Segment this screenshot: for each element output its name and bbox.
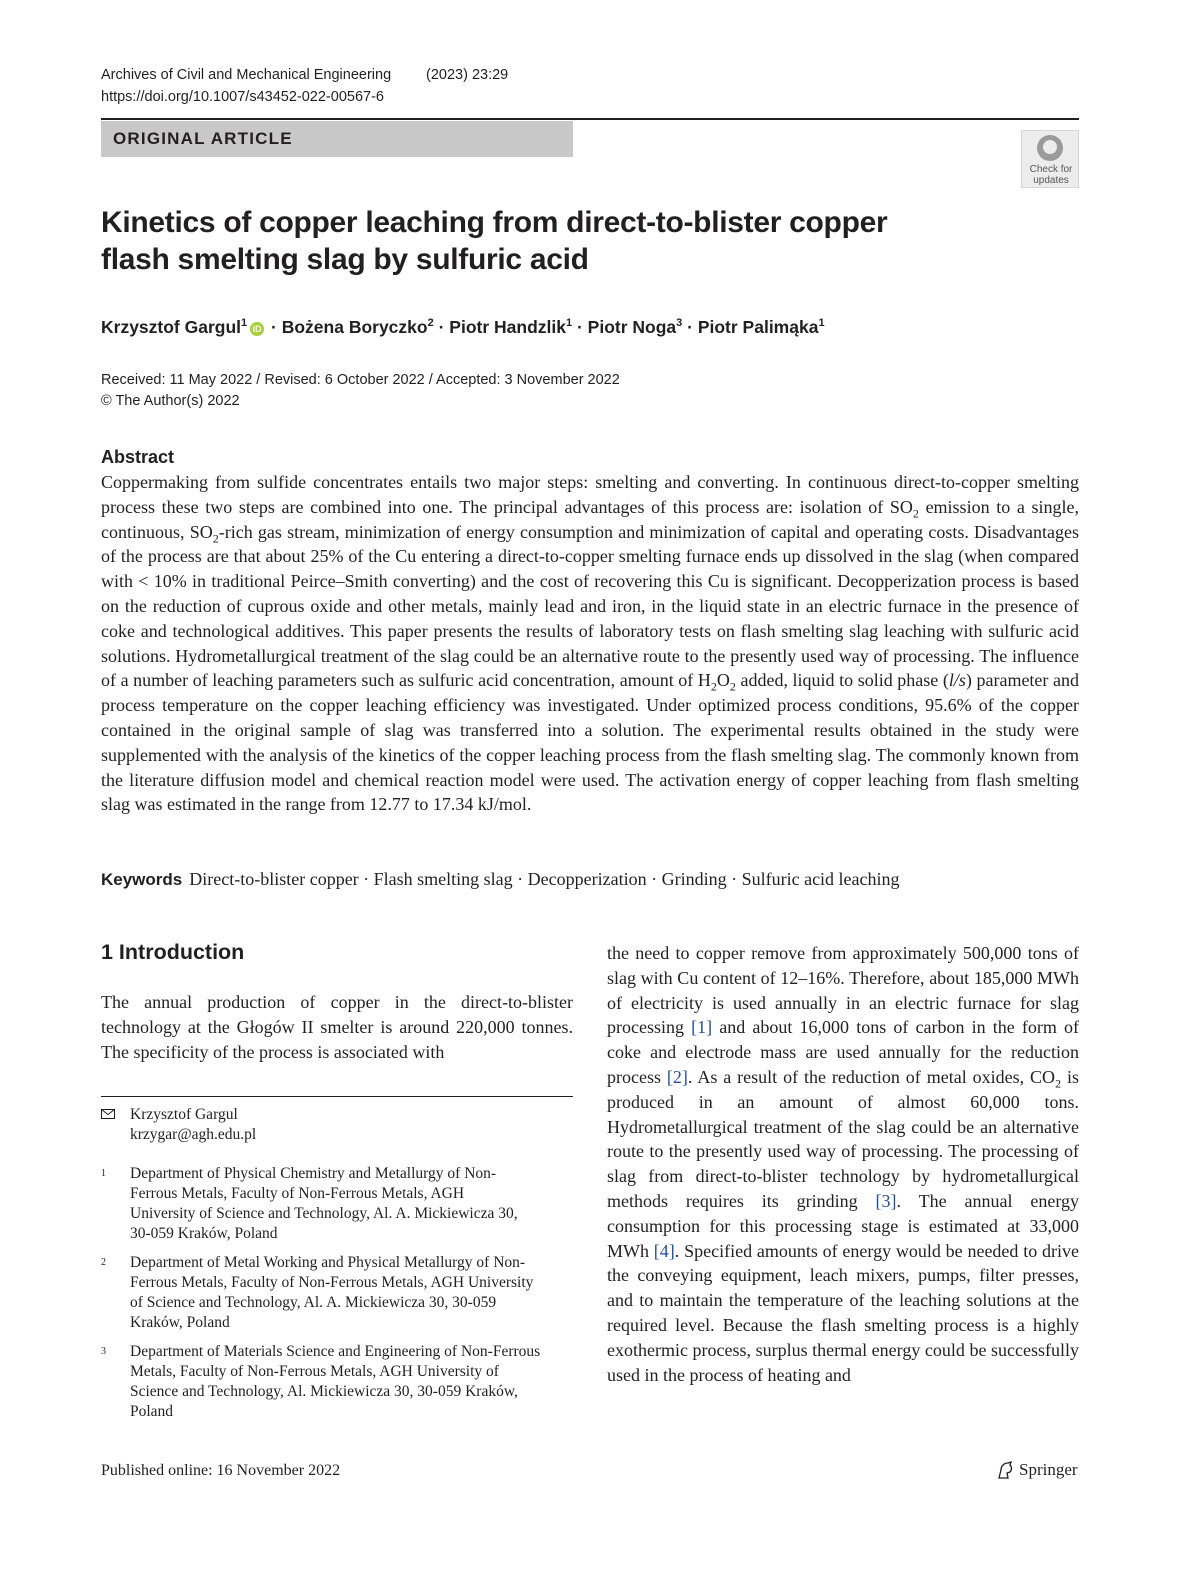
keywords — [101, 867, 900, 892]
intro-paragraph-left: The annual production of copper in the direct-to-blister technology at the Głogów II smelter is around 220,000 tonnes. The specificity of the process is associated with — [101, 992, 573, 1062]
article-title: Kinetics of copper leaching from direct-to-blister copper flash smelting slag by sulfuric acid — [101, 206, 888, 276]
envelope-icon — [101, 1109, 115, 1119]
author-name[interactable]: Bożena Boryczko — [281, 316, 428, 337]
published-online-date: Published online: 16 November 2022 — [101, 1462, 341, 1479]
crossmark-icon — [1037, 135, 1063, 161]
intro-paragraph-right: the need to copper remove from approximately 500,000 tons of slag with Cu content of 12–16%. Therefore, about 185,000 MWh of electricity is used annually in an electric furnace for slag processing [1] and about 16,000 tons of carbon in the form of coke and electrode mass are used annually for the reduction process [2]. As a result of the reduction of metal oxides, $CO_2$ is produced in an amount of almost 60,000 tons. Hydrometallurgical treatment of the slag could be an alternative route to the presently used way of processing. The processing of slag from direct-to-blister technology by hydrometallurgical methods requires its grinding [3]. The annual energy consumption for this processing stage is estimated at 33,000 MWh [4]. Specified amounts of energy would be needed to drive the conveying equipment, leach mixers, pumps, filter presses, and to maintain the temperature of the leaching solutions at the required level. Because the flash smelting process is a highly exothermic process, surplus thermal energy could be successfully used in the process of heating and — [607, 943, 1080, 1385]
abstract-body: Coppermaking from sulfide concentrates entails two major steps: smelting and converting. In continuous direct-to-copper smelting process these two steps are combined into one. The principal advantages of this process are: isolation of $SO_2$ emission to a single, continuous, $SO_2$-rich gas stream, minimization of energy consumption and minimization of capital and operating costs. Disadvantages of the process are that about 25% of the Cu entering a direct-to-copper smelting furnace ends up dissolved in the slag (when compared with < 10% in traditional Peirce–Smith converting) and the cost of recovering this Cu is significant. Decopperization process is based on the reduction of cuprous oxide and other metals, mainly lead and iron, in the liquid state in an electric furnace in the presence of coke and technological additives. This paper presents the results of laboratory tests on flash smelting slag leaching with sulfuric acid solutions. Hydrometallurgical treatment of the slag could be an alternative route to the presently used way of processing. The influence of a number of leaching parameters such as sulfuric acid concentration, amount of $H_2O_2$ added, liquid to solid phase (l/s) parameter and process temperature on the copper leaching efficiency was investigated. Under optimized process conditions, 95.6% of the copper contained in the original sample of slag was transferred into a solution. The experimental results obtained in the study were supplemented with the analysis of the kinetics of the copper leaching process from the flash smelting slag. The commonly known from the literature diffusion model and chemical reaction model were used. The activation energy of copper leaching from flash smelting slag was estimated in the range from 12.77 to 17.34 kJ/mol. — [101, 472, 1079, 815]
author-name[interactable]: Krzysztof Gargul — [101, 316, 242, 337]
affiliation-3: 3 Department of Materials Science and Engineering of Non-Ferrous Metals, Faculty of Non-Ferrous Metals, AGH University of Science and Technology, Al. Mickiewicza 30, 30-059 Kraków, Poland — [101, 1343, 541, 1420]
check-for-updates-badge[interactable]: Check for updates — [1021, 130, 1079, 188]
citation-link[interactable]: [3] — [875, 1190, 897, 1211]
affiliation-2: 2 Department of Metal Working and Physical Metallurgy of Non-Ferrous Metals, Faculty of Non-Ferrous Metals, AGH University of Science and Technology, Al. A. Mickiewicza 30, 30-059 Kraków, Poland — [101, 1254, 534, 1331]
section-heading-introduction: 1 Introduction — [101, 940, 245, 964]
abstract-heading: Abstract — [101, 447, 175, 467]
article-type-banner — [101, 121, 573, 157]
springer-horse-icon — [995, 1460, 1015, 1480]
author-list: Krzysztof Gargul$^1$ iD · Bożena Boryczko$^2$ · Piotr Handzlik$^1$ · Piotr Noga$^3$ · Piotr Palimąka$^1$ — [101, 316, 825, 337]
author-name[interactable]: Piotr Handzlik — [449, 316, 566, 337]
citation-link[interactable]: [2] — [666, 1066, 688, 1087]
journal-name: Archives of Civil and Mechanical Engineering (2023) 23:29 — [101, 64, 391, 86]
header-rule — [101, 118, 1079, 120]
citation-link[interactable]: [4] — [653, 1240, 675, 1261]
copyright: © The Author(s) 2022 — [101, 393, 240, 409]
corresponding-author-note — [101, 1105, 573, 1145]
article-dates: Received: 11 May 2022 / Revised: 6 October 2022 / Accepted: 3 November 2022 — [101, 372, 620, 388]
affiliation-1: 1 Department of Physical Chemistry and Metallurgy of Non-Ferrous Metals, Faculty of Non-Ferrous Metals, AGH University of Science and Technology, Al. A. Mickiewicza 30, 30-059 Kraków, Poland — [101, 1165, 518, 1242]
keywords-label: Keywords — [101, 870, 183, 889]
orcid-icon[interactable]: iD — [250, 322, 264, 336]
doi-link[interactable]: https://doi.org/10.1007/s43452-022-00567-6 — [101, 89, 384, 105]
article-type-label: ORIGINAL ARTICLE — [113, 129, 293, 148]
corresponding-author-name: Krzysztof Gargul — [130, 1106, 238, 1123]
author-name[interactable]: Piotr Noga — [587, 316, 677, 337]
citation-link[interactable]: [1] — [691, 1017, 713, 1038]
footnote-rule — [101, 1096, 573, 1097]
author-name[interactable]: Piotr Palimąka — [697, 316, 819, 337]
corresponding-author-email[interactable]: krzygar@agh.edu.pl — [130, 1126, 257, 1143]
year-volume: (2023) 23:29 — [426, 67, 509, 83]
keywords-list: Direct-to-blister copper · Flash smelting slag · Decopperization · Grinding · Sulfuric acid leaching — [189, 869, 900, 889]
